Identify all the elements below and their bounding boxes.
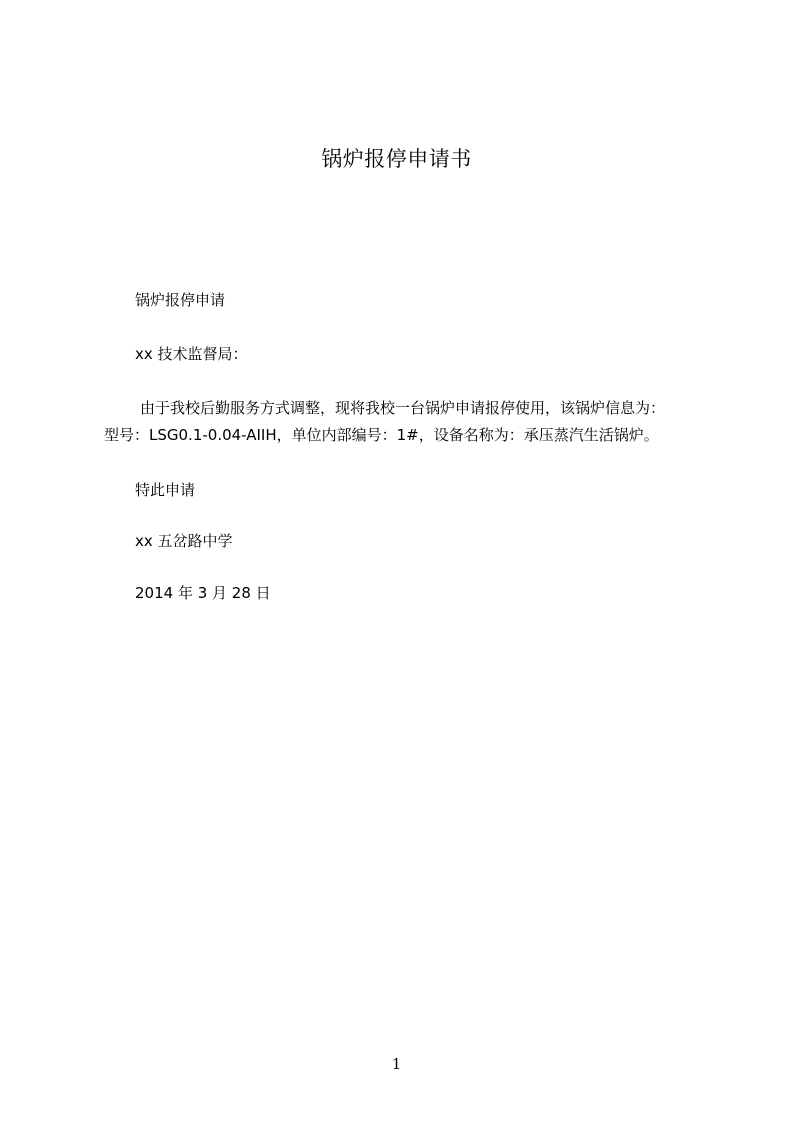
page-number: 1	[391, 1055, 402, 1073]
letter-recipient: xx 技术监督局：	[135, 345, 248, 363]
letter-signer: xx 五岔路中学	[135, 532, 233, 550]
letter-body-line-1: 由于我校后勤服务方式调整，现将我校一台锅炉申请报停使用，该锅炉信息为：	[140, 399, 666, 417]
letter-closing: 特此申请	[135, 481, 196, 499]
document-title: 锅炉报停申请书	[321, 147, 472, 171]
letter-date: 2014 年 3 月 28 日	[135, 584, 271, 602]
letter-heading: 锅炉报停申请	[135, 291, 226, 309]
letter-body-line-2: 型号：LSG0.1-0.04-AIIH，单位内部编号：1#，设备名称为：承压蒸汽生活锅炉。	[104, 426, 659, 444]
